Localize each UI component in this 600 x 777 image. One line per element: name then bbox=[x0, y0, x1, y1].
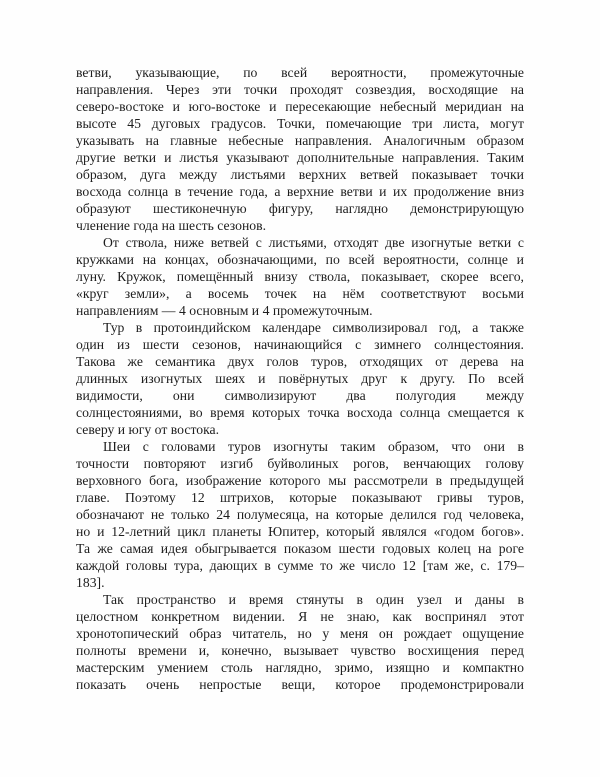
paragraph bbox=[76, 234, 524, 319]
text-line: солнцестояниями, во время которых точка восхода солнца смещается к bbox=[76, 405, 524, 420]
text-line: целостном конкретном видении. Я не знаю, как воспринял этот bbox=[76, 609, 524, 624]
text-line: Так пространство и время стянуты в один узел и даны в bbox=[103, 592, 524, 607]
text-line: образом, дуга между листьями верхних ветвей показывает точки bbox=[76, 167, 524, 182]
text-line: верховного бога, изображение которого мы рассмотрели в предыдущей bbox=[76, 473, 524, 488]
text-line: высоте 45 дуговых градусов. Точки, помечающие три листа, могут bbox=[76, 116, 524, 131]
text-line: главе. Поэтому 12 штрихов, которые показывают гривы туров, bbox=[76, 490, 524, 505]
text-line: один из шести сезонов, начинающийся с зимнего солнцестояния. bbox=[76, 337, 524, 352]
paragraph bbox=[76, 64, 524, 234]
text-line: ветви, указывающие, по всей вероятности, промежуточные bbox=[76, 65, 524, 80]
text-line: От ствола, ниже ветвей с листьями, отходят две изогнутые ветки с bbox=[103, 235, 524, 250]
text-line: направлениям — 4 основным и 4 промежуточным. bbox=[76, 303, 373, 318]
text-line: северо-востоке и юго-востоке и пересекающие небесный меридиан на bbox=[76, 99, 524, 114]
text-line: показать очень непростые вещи, которое продемонстрировали bbox=[76, 677, 524, 692]
text-line: «круг земли», а восемь точек на нём соответствуют восьми bbox=[76, 286, 524, 301]
text-line: луну. Кружок, помещённый внизу ствола, показывает, скорее всего, bbox=[76, 269, 524, 284]
text-line: восхода солнца в течение года, а верхние ветви и их продолжение вниз bbox=[76, 184, 524, 199]
text-line: полноты времени и, конечно, вызывает чувство восхищения перед bbox=[76, 643, 524, 658]
text-line: другие ветки и листья указывают дополнительные направления. Таким bbox=[76, 150, 524, 165]
text-line: мастерским умением столь наглядно, зримо, изящно и компактно bbox=[76, 660, 524, 675]
paragraph bbox=[76, 438, 524, 591]
text-line: но и 12-летний цикл планеты Юпитер, который являлся «годом богов». bbox=[76, 524, 524, 539]
text-line: Тур в протоиндийском календаре символизировал год, а также bbox=[103, 320, 524, 335]
text-line: хронотопический образ читатель, но у меня он рождает ощущение bbox=[76, 626, 524, 641]
paragraph bbox=[76, 319, 524, 438]
text-line: указывать на главные небесные направления. Аналогичным образом bbox=[76, 133, 524, 148]
text-line: членение года на шесть сезонов. bbox=[76, 218, 267, 233]
text-line: направления. Через эти точки проходят созвездия, восходящие на bbox=[76, 82, 524, 97]
text-line: 183]. bbox=[76, 575, 105, 590]
text-line: точности повторяют изгиб буйволиных рогов, венчающих голову bbox=[76, 456, 524, 471]
text-line: кружками на концах, обозначающими, по всей вероятности, солнце и bbox=[76, 252, 524, 267]
text-line: Такова же семантика двух голов туров, отходящих от дерева на bbox=[76, 354, 524, 369]
text-line: видимости, они символизируют два полугодия между bbox=[76, 388, 524, 403]
text-line: Та же самая идея обыгрывается показом шести годовых колец на роге bbox=[76, 541, 524, 556]
text-line: образуют шестиконечную фигуру, наглядно демонстрирующую bbox=[76, 201, 524, 216]
page-text bbox=[76, 64, 524, 693]
text-line: северу и югу от востока. bbox=[76, 422, 220, 437]
text-line: Шеи с головами туров изогнуты таким образом, что они в bbox=[103, 439, 524, 454]
text-line: длинных изогнутых шеях и повёрнутых друг к другу. По всей bbox=[76, 371, 524, 386]
text-line: обозначают не только 24 полумесяца, на которые делился год человека, bbox=[76, 507, 524, 522]
paragraph bbox=[76, 591, 524, 693]
text-line: каждой головы тура, дающих в сумме то же число 12 [там же, с. 179– bbox=[76, 558, 524, 573]
